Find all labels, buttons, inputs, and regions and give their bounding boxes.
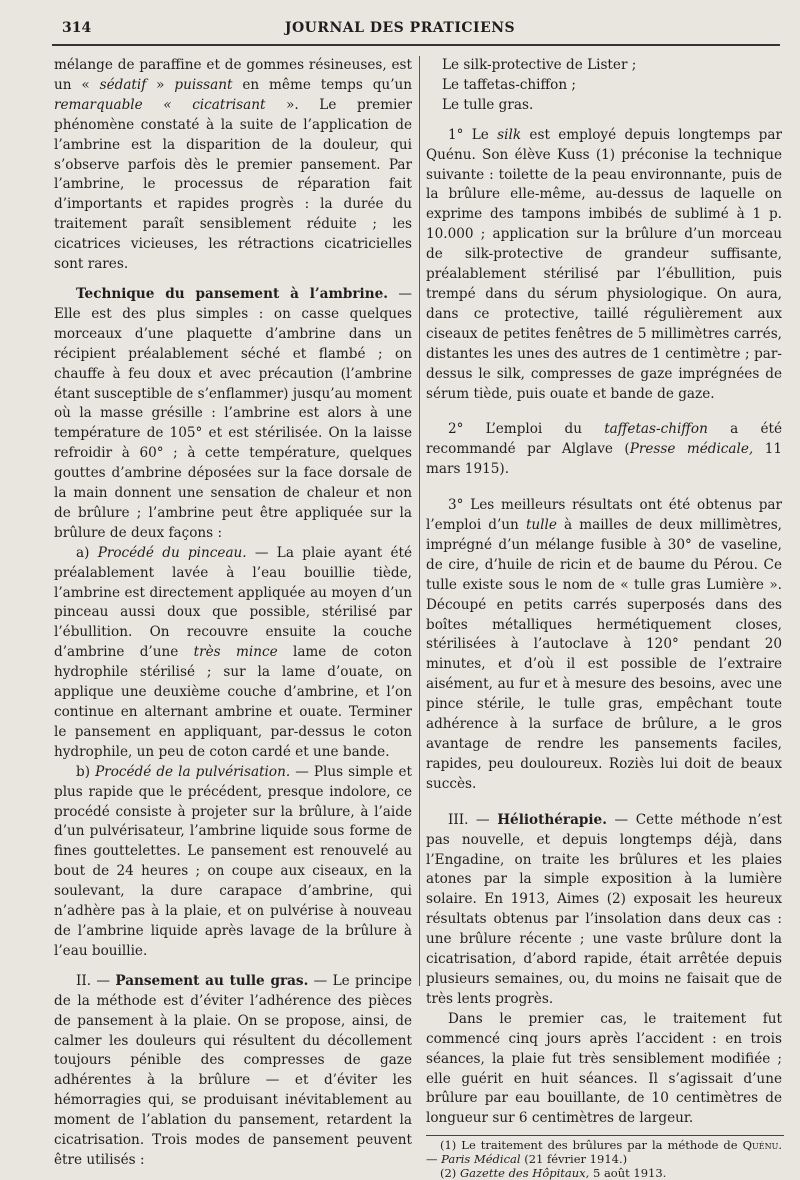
running-title: JOURNAL DES PRATICIENS <box>284 20 516 36</box>
procede-pinceau-paragraph: a) Procédé du pinceau. — La plaie ayant été préalablement lavée à l’eau bouillie tiède, l’ambrine est directement appliquée au moyen d’un pinceau aussi doux que possible, stérilisé par l’ébullition. On recouvre ensuite la couche d’ambrine d’une très mince lame de coton hydrophile stérilisé ; sur la lame d’ouate, on applique une deuxième couche d’ambrine, et l’on continue en alternant ambrine et ouate. Terminer le pansement en appliquant, par-dessus le coton hydrophile, un peu de coton cardé et une bande. <box>54 544 412 760</box>
tulle-paragraph: 3° Les meilleurs résultats ont été obtenus par l’emploi d’un tulle à mailles de deux millimètres, imprégné d’un mélange fusible à 30° de vaseline, de cire, d’huile de ricin et de baume du Pérou. Ce tulle existe sous le nom de « tulle gras Lumière ». Découpé en petits carrés superposés dans des boîtes métalliques hermétiquement closes, stérilisées à l’autoclave à 120° pendant 20 minutes, et d’où il est possible de l’extraire aisément, au fur et à mesure des besoins, avec une pince stérile, le tulle gras, empêchant toute adhérence à la surface de brûlure, a le gros avantage de rendre les pansements faciles, rapides, peu douloureux. Roziès lui doit de beaux succès. <box>426 497 783 792</box>
procede-pulverisation-title: Procédé de la pulvérisation. <box>95 763 291 780</box>
technique-heading: Technique du pansement à l’ambrine. <box>76 285 388 302</box>
taffetas-paragraph: 2° L’emploi du taffetas-chiffon a été recommandé par Alglave (Presse médicale, 11 mars 1915). <box>426 421 782 478</box>
footnote-rule <box>426 1135 784 1136</box>
heliotherapie-paragraph: III. — Héliothérapie. — Cette méthode n’est pas nouvelle, et depuis longtemps déjà, dans l’Engadine, on traite les brûlures et les plaies atones par la simple exposition à la lumière solaire. En 1913, Aimes (2) exposait les heureux résultats obtenus par l’insolation dans deux cas : une brûlure récente ; une vaste brûlure dont la cicatrisation, d’abord rapide, était arrêtée depuis plusieurs semaines, ou, du moins ne faisait que de très lents progrès. <box>426 811 782 1007</box>
right-column <box>426 56 782 1180</box>
list-item: Le taffetas-chiffon ; <box>442 76 577 93</box>
left-column <box>54 56 412 1171</box>
page-number: 314 <box>62 20 92 36</box>
footnote-2: (2) Gazette des Hôpitaux, 5 août 1913. <box>440 1166 667 1180</box>
dressing-modes-list <box>426 56 782 116</box>
procede-pulverisation-paragraph: b) Procédé de la pulvérisation. — Plus simple et plus rapide que le précédent, presque indolore, ce procédé consiste à projeter sur la brûlure, à l’aide d’un pulvérisateur, l’ambrine liquide sous forme de fines gouttelettes. Le pansement est renouvelé au bout de 24 heures ; on coupe aux ciseaux, en la soulevant, la dure carapace d’ambrine, qui n’adhère pas à la plaie, et on pulvérise à nouveau de l’ambrine liquide après lavage de la brûlure à l’eau bouillie. <box>54 763 412 959</box>
column-divider <box>419 56 420 986</box>
ambrine-intro-paragraph: mélange de paraffine et de gommes résineuses, est un « sédatif » puissant en même temps qu’un remarquable « cicatrisant ». Le premier phénomène constaté à la suite de l’application de l’ambrine est la disparition de la douleur, qui s’observe parfois dès le premier pansement. Par l’ambrine, le processus de réparation fait d’importants et rapides progrès : la durée du traitement paraît sensiblement réduite ; les cicatrices vicieuses, les rétractions cicatricielles sont rares. <box>54 57 413 273</box>
footnote-1: (1) Le traitement des brûlures par la méthode de Quénu. — Paris Médical (21 février 1914.) <box>426 1138 783 1167</box>
heliotherapie-case-paragraph: Dans le premier cas, le traitement fut commencé cinq jours après l’accident : en trois séances, la plaie fut très sensiblement modifiée ; elle guérit en huit séances. Il s’agissait d’une brûlure par eau bouillante, de 10 centimètres de longueur sur 6 centimètres de largeur. <box>426 1010 782 1127</box>
tulle-gras-heading: Pansement au tulle gras. <box>115 972 309 989</box>
footnotes <box>426 1138 782 1180</box>
header-rule <box>52 44 780 46</box>
list-item: Le tulle gras. <box>442 96 534 113</box>
technique-paragraph: Technique du pansement à l’ambrine. — Elle est des plus simples : on casse quelques morceaux d’une plaquette d’ambrine dans un récipient préalablement séché et flambé ; on chauffe à feu doux et avec précaution (l’ambrine étant susceptible de s’enflammer) jusqu’au moment où la masse grésille : l’ambrine est alors à une température de 105° et est stérilisée. On la laisse refroidir à 60° ; à cette température, quelques gouttes d’ambrine déposées sur la face dorsale de la main donnent une sensation de chaleur et non de brûlure ; l’ambrine peut être appliquée sur la brûlure de deux façons : <box>54 285 412 541</box>
procede-pinceau-title: Procédé du pinceau. <box>97 544 247 561</box>
silk-paragraph: 1° Le silk est employé depuis longtemps par Quénu. Son élève Kuss (1) préconise la technique suivante : toilette de la peau environnante, puis de la brûlure elle-même, au-dessus de laquelle on exprime des tampons imbibés de sublimé à 1 p. 10.000 ; application sur la brûlure d’un morceau de silk-protective de grandeur suffisante, préalablement stérilisé par l’ébullition, puis trempé dans du sérum physiologique. On aura, dans ce protective, taillé régulièrement aux ciseaux de petites fenêtres de 5 millimètres carrés, distantes les unes des autres de 1 centimètre ; par-dessus le silk, compresses de gaze imprégnées de sérum tiède, puis ouate et bande de gaze. <box>426 126 782 402</box>
tulle-gras-section-paragraph: II. — Pansement au tulle gras. — Le principe de la méthode est d’éviter l’adhérence des pièces de pansement à la plaie. On se propose, ainsi, de calmer les douleurs qui résultent du décollement toujours pénible des compresses de gaze adhérentes à la brûlure — et d’éviter les hémorragies qui, se produisant inévitablement au moment de l’ablation du pansement, retardent la cicatrisation. Trois modes de pansement peuvent être utilisés : <box>54 972 413 1168</box>
list-item: Le silk-protective de Lister ; <box>442 57 637 73</box>
heliotherapie-heading: Héliothérapie. <box>497 811 607 828</box>
